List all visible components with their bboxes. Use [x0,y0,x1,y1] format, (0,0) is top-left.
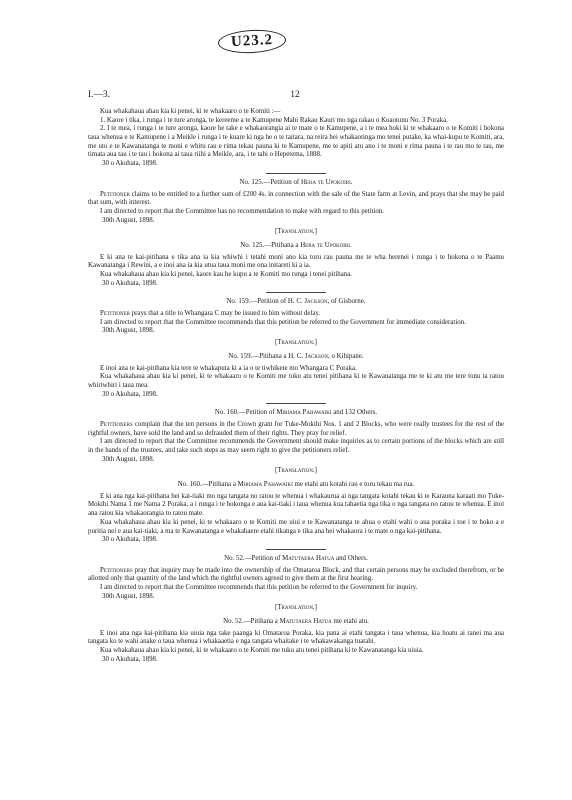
petition-para-2: I am directed to report that the Committee has no recommendation to make with regard to this petition. [100,207,384,215]
petitioner-name: Miriama Pahawaiki [276,409,332,417]
translation-para-1: E inoi ana te kai-pitihana kia tere te whakaputa ki a ia o te tiwhikete mo Whangara C Poraka. [100,364,357,372]
translation-date: 30 o Akuhata, 1898. [102,536,158,544]
petition-para-2: I am directed to report that the Committee recommends that this petition be referred to the Government for immediate consideration. [100,318,466,326]
petition-title: No. 160.—Petition of Miriama Pahawaiki and 132 Others. [214,409,378,417]
translation-para-1: E ki ana te kai-pitihana e tika ana ia kia whiwhi i tetahi moni ano kia toru rau pauna me te wha herenei i runga i te hokona o te Paamu Kawanatanga i Rewini, a e inoi ana ia kia utua taua moni me ona initareti ki a ia. [88,253,504,270]
top-para-2: 2. I te mea, i runga i te ture aronga, kaore he take e whakaorangia ai te mate o te Kamupene, a i te mea hoki ki te whakaaro o te Komiti i hokona taua whenua e te Kamupene i a Meikle i runga i te kuare ki nga he o te taitara, na reira hei whakaotinga mo tenei putake, ka whai-kupu te Komiti, ara, me utu e te Kawanatanga te moni e whitu rau e rima tekau pauna ki te Kamupene, me te apiti atu ano i te moni e rima pauna i te rau mo te tau, me timata aua tau i te tau i hokona ai taua riihi a Meikle, ara, i te tahi o Hepetema, 1888. [88,125,504,159]
petition-section [88,409,504,550]
petition-date: 30th August, 1898. [102,592,155,600]
petitioner-name: H. C. Jackson [287,298,328,306]
petition-title: No. 159.—Petition of H. C. Jackson, of Gisborne. [226,298,366,306]
petition-para-1: Petitioners complain that the ten persons in the Crown grant for Tuke-Mokihi Nos. 1 and 2 Blocks, who were really trustees for the rest of the rightful owners, have sold the land and so defrauded them of their rights. They pray for relief. [88,420,504,437]
petitioner-name: Hera te Upokoiri [300,178,351,186]
petitions [88,179,504,665]
petitioner-name: H. C. Jackson [288,352,329,360]
petition-date: 30th August, 1898. [102,216,155,224]
section-divider [266,173,326,174]
document-reference: I.—3. [88,90,111,100]
top-date: 30 o Akuhata, 1898. [102,160,158,168]
petition-para-2: I am directed to report that the Committee recommends that this petition be referred to the Government for inquiry. [100,583,418,591]
top-para-1: 1. Kaore i tika, i runga i te ture aronga, te kereeme a te Kamupene Mahi Rakau Kauri mo nga rakau o Kuaotunu No. 3 Poraka. [100,116,448,124]
translation-para-2: Kua whakahaua ahau kia ki penei, kaore kau he kupu a te Komiti mo runga i tenei pitihana. [100,271,352,278]
petition-title: No. 52.—Petition of Matutaera Hatua and Others. [224,554,368,562]
translation-label: [Translation.] [275,339,317,347]
translation-date: 30 o Akuhata, 1898. [102,655,158,663]
petition-title: No. 125.—Petition of Hera te Upokoiri. [239,178,353,186]
petition-para-1: Petitioners pray that inquiry may be made into the ownership of the Omataroa Block, and that certain persons may be excluded therefrom, or be allotted only that quantity of the land which the rightful owners agreed to give them at the first hearing. [88,566,504,583]
petition-para-1: Petitioner claims to be entitled to a further sum of £200 4s. in connection with the sale of the State farm at Levin, and prays that she may be paid that sum, with interest. [88,190,504,207]
translation-label: [Translation.] [275,467,317,475]
page-header [88,90,502,102]
translation-title: No. 125.—Pitihana a Hera te Upokoiri. [240,241,352,249]
petition-section [88,298,504,404]
petitioner-name: Matutaera Hatua [279,618,332,625]
page-number: 12 [290,90,300,100]
petitioner-name: Miriama Pahawaiki [237,481,293,489]
section-divider [266,403,326,404]
petition-para-1: Petitioner prays that a title to Whangara C may be issued to him without delay. [100,310,321,318]
translation-date: 30 o Akuhata, 1898. [102,279,158,287]
petition-para-2: I am directed to report that the Committee recommends the Government should make inquiries as to certain portions of the blocks which are still in the hands of the trustees, and take such steps as may seem right to give the petitioners relief. [88,438,504,454]
section-divider [266,549,326,550]
translation-label: [Translation.] [275,604,317,612]
section-divider [266,292,326,293]
petitioner-name: Matutaera Hatua [282,554,335,562]
translation-label: [Translation.] [275,228,317,236]
translation-para-2: Kua whakahaua ahau kia ki penei, ki te whakaaro o te Komiti me tuku atu tenei pitihana ki te Kawanatanga me te ki atu me tere tonu ta ratou whiriwhiri i taua mea. [88,373,504,389]
petition-date: 30th August, 1898. [102,327,155,335]
top-intro: Kua whakahaua ahau kia ki penei, ki te whakaaro o te Komiti :— [100,108,281,115]
translation-title: No. 160.—Pitihana a Miriama Pahawaiki me etahi atu kotahi rau e toru tekau ma rua. [177,481,415,489]
translation-para-1: E ki ana nga kai-pitihana hei kai-tiaki mo nga tangata no ratou te whenua i whakaurua ai nga tangata kotahi tekau ki te Karauna karaati mo Tuke-Mokihi Nama 1 me Nama 2 Poraka, a i runga i te hokonga e aua kai-tiaki i taua whenua kua tahaetia nga tika o nga tangata no ratou te whenua. E inoi ana ratou kia whakaorangia to ratou mate. [88,492,504,518]
petition-section [88,179,504,294]
petition-section [88,555,504,665]
petition-date: 30th August, 1898. [102,455,155,463]
translation-para-2: Kua whakahaua ahau kia ki penei, ki te whakaaro o te Komiti me tuku atu tenei pitihana ki te Kawanatanga kia uiuia. [100,647,424,655]
page-body [88,108,504,664]
translation-para-2: Kua whakahaua ahau kia ki penei, ki te whakaaro o te Komiti me uiui e te Kawanatanga te ahua o etahi wahi o aua poraka i toe i te hoko a e puritia nei e aua kai-tiaki, a ma te Kawanatanga e whakahaere etahi tikanga e tika ana hei whakaora i te mate o nga kai-pitihana. [88,518,504,535]
translation-title: No. 159.—Pitihana a H. C. Jackson, o Kihipane. [228,352,364,360]
archive-stamp: U23.2 [217,28,286,55]
translation-date: 30 o Akuhata, 1898. [102,390,158,398]
translation-title: No. 52.—Pitihana a Matutaera Hatua me etahi atu. [223,618,369,625]
translation-para-1: E inoi ana nga kai-pitihana kia uiuia nga take paanga ki Omataroa Poraka, kia pana ai etahi tangata i taua whenua, kia hoatu ai ranei ma aua tangata ko te wahi anake o taua whenua i whakaaetia e nga tangata whaitake i te whakawakanga tuatahi. [88,629,504,646]
petitioner-name: Hera te Upokoiri [300,241,350,249]
